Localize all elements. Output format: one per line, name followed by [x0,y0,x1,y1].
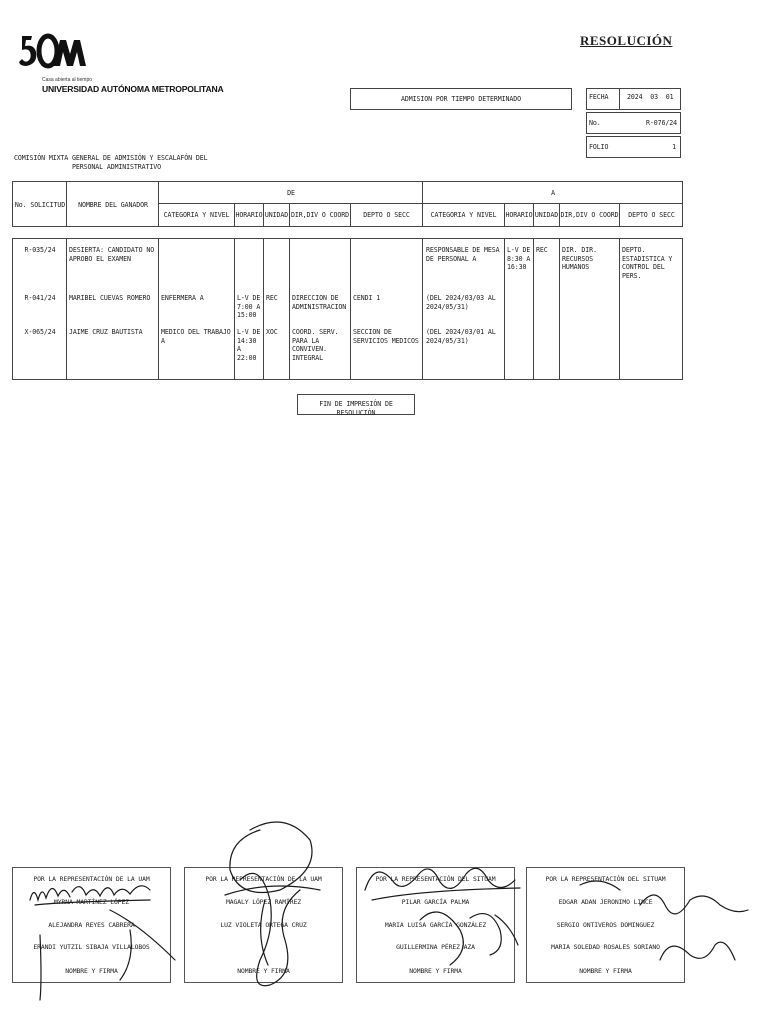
sig-name: ALEJANDRA REYES CABRERA [48,921,135,929]
folio-box [586,136,681,158]
row-a-categoria: (DEL 2024/03/03 AL 2024/05/31) [426,294,496,311]
folio-label: FOLIO [589,143,609,151]
logo-tagline: Casa abierta al tiempo [42,77,93,83]
group-de: DE [287,189,295,197]
no-box [586,112,681,134]
sig-heading: POR LA REPRESENTACIÓN DEL SITUAM [545,875,666,883]
no-label: No. [589,119,601,127]
commission-line-1: COMISIÓN MIXTA GENERAL DE ADMISIÓN Y ESCALAFÓN DEL [14,154,208,162]
admission-type: ADMISION POR TIEMPO DETERMINADO [401,95,521,103]
row-a-depto: DEPTO. ESTADISTICA Y CONTROL DEL PERS. [622,246,673,280]
sig-heading: POR LA REPRESENTACIÓN DE LA UAM [205,875,322,883]
signature-box-situam-1 [356,867,515,983]
row-de-horario: L-V DE 7:00 A 15:00 [237,294,261,320]
admission-type-box [350,88,572,110]
sig-name: SERGIO ONTIVEROS DOMINGUEZ [556,921,655,929]
row-de-unidad: XOC [266,328,278,336]
row-nombre: DESIERTA: CANDIDATO NO APROBO EL EXAMEN [69,246,155,263]
table-body [12,238,683,380]
row-solicitud: R-041/24 [24,294,56,302]
col-nombre: NOMBRE DEL GANADOR [78,201,148,209]
sig-footer: NOMBRE Y FIRMA [65,967,118,975]
uam-logo [18,30,224,110]
sig-footer: NOMBRE Y FIRMA [409,967,462,975]
sig-footer: NOMBRE Y FIRMA [579,967,632,975]
page-title: RESOLUCIÓN [580,33,673,48]
a-sub-dir: DIR,DIV O COORD [560,211,619,219]
de-sub-horario: HORARIO [235,211,263,219]
uam-logo-icon [18,30,88,80]
group-a: A [551,189,555,197]
row-a-categoria: RESPONSABLE DE MESA DE PERSONAL A [426,246,500,263]
sig-name: MARIA SOLEDAD ROSALES SORIANO [551,943,660,951]
signature-box-situam-2 [526,867,685,983]
signature-box-uam-1 [12,867,171,983]
row-solicitud: X-065/24 [24,328,56,336]
a-sub-unidad: UNIDAD [534,211,559,219]
row-de-dir: COORD. SERV. PARA LA CONVIVEN. INTEGRAL [292,328,339,362]
signature-box-uam-2 [184,867,343,983]
row-a-categoria: (DEL 2024/03/01 AL 2024/05/31) [426,328,496,345]
fecha-value: 2024 03 01 [627,93,674,101]
a-sub-depto: DEPTO O SECC [628,211,675,219]
row-solicitud: R-035/24 [24,246,56,254]
sig-name: GUILLERMINA PÉREZ AZA [396,943,475,951]
row-nombre: MARIBEL CUEVAS ROMERO [69,294,151,302]
de-sub-categoria: CATEGORIA Y NIVEL [163,211,230,219]
fecha-label: FECHA [589,93,609,101]
sig-footer: NOMBRE Y FIRMA [237,967,290,975]
sig-name: EDGAR ADAN JERONIMO LINCE [558,898,653,906]
commission-line-2: PERSONAL ADMINISTRATIVO [72,162,162,171]
a-sub-categoria: CATEGORIA Y NIVEL [430,211,497,219]
table-header [12,181,683,227]
a-sub-horario: HORARIO [505,211,533,219]
de-sub-depto: DEPTO O SECC [363,211,410,219]
no-value: R-076/24 [646,119,677,127]
sig-name: MYRNA MARTÍNEZ LÓPEZ [54,898,129,906]
end-notice-box [297,394,415,415]
sig-heading: POR LA REPRESENTACIÓN DE LA UAM [33,875,150,883]
col-solicitud: No. SOLICITUD [14,201,66,209]
row-de-unidad: REC [266,294,278,302]
sig-heading: POR LA REPRESENTACIÓN DEL SITUAM [375,875,496,883]
de-sub-unidad: UNIDAD [264,211,289,219]
row-de-depto: SECCION DE SERVICIOS MEDICOS [353,328,419,345]
sig-name: ERANDI YUTZIL SIBAJA VILLALOBOS [33,943,150,951]
sig-name: MAGALY LÓPEZ RAMÍREZ [226,898,301,906]
row-nombre: JAIME CRUZ BAUTISTA [69,328,143,336]
fecha-box [586,88,681,110]
row-de-depto: CENDI 1 [353,294,381,302]
row-a-dir: DIR. DIR. RECURSOS HUMANOS [562,246,597,272]
row-a-horario: L-V DE 8:30 A 16:30 [507,246,531,272]
row-de-categoria: ENFERMERA A [161,294,204,302]
sig-name: LUZ VIOLETA ORTEGA CRUZ [220,921,307,929]
university-name: UNIVERSIDAD AUTÓNOMA METROPOLITANA [42,84,224,94]
end-notice: FIN DE IMPRESIÓN DE RESOLUCIÓN [319,400,393,417]
row-de-horario: L-V DE 14:30 A 22:00 [237,328,261,362]
row-a-unidad: REC [536,246,548,254]
row-de-categoria: MEDICO DEL TRABAJO A [161,328,231,345]
folio-value: 1 [672,143,676,151]
sig-name: PILAR GARCÍA PALMA [401,898,470,906]
row-de-dir: DIRECCION DE ADMINISTRACION [292,294,347,311]
commission-heading [14,154,314,171]
de-sub-dir: DIR,DIV O COORD [290,211,350,219]
sig-name: MARIA LUISA GARCÍA GONZÁLEZ [384,921,487,929]
